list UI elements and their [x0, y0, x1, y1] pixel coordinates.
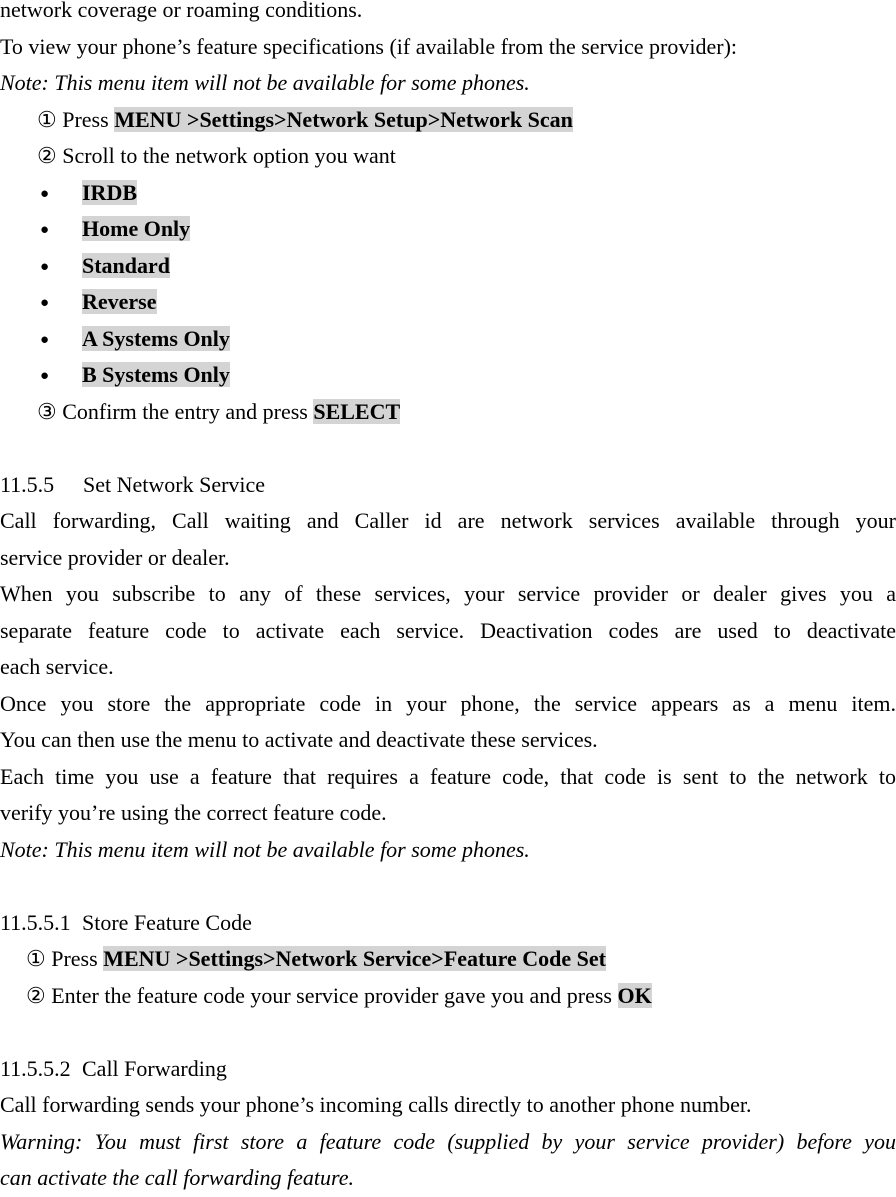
- scan-step-1: [0, 102, 896, 139]
- option-item: [0, 321, 896, 358]
- step-marker: ②: [26, 982, 46, 1008]
- view-specs-line: To view your phone’s feature specifications (if available from the service provider):: [0, 33, 738, 59]
- spacer: [0, 868, 896, 905]
- step-text: Confirm the entry and press: [62, 398, 314, 424]
- bullet-icon: ●: [40, 295, 50, 311]
- step-marker: ③: [37, 398, 57, 424]
- section-title: Call Forwarding: [82, 1055, 227, 1081]
- option-label: IRDB: [82, 179, 138, 205]
- paragraph-line: Call forwarding sends your phone’s incoming calls directly to another phone number.: [0, 1092, 752, 1117]
- step-marker: ①: [26, 946, 46, 971]
- store-step-2: [0, 978, 896, 1015]
- paragraph-line: separate feature code to activate each service. Deactivation codes are used to deactivate: [0, 617, 896, 643]
- option-label: B Systems Only: [82, 362, 230, 387]
- section-number: 11.5.5.2: [0, 1055, 71, 1081]
- note-line: Note: This menu item will not be available for some phones.: [0, 70, 530, 95]
- bullet-icon: ●: [40, 258, 50, 275]
- section-title: Set Network Service: [83, 471, 266, 497]
- scan-step-2: [0, 138, 896, 175]
- warning-line: can activate the call forwarding feature.: [0, 1165, 354, 1190]
- section-number: 11.5.5.1: [0, 909, 71, 935]
- option-item: [0, 284, 896, 321]
- section-heading: [0, 467, 896, 504]
- section-heading: [0, 905, 896, 942]
- paragraph-line: When you subscribe to any of these services, your service provider or dealer gives you a: [0, 581, 896, 606]
- option-item: [0, 175, 896, 212]
- note-line: Note: This menu item will not be available for some phones.: [0, 836, 530, 862]
- step-text: Press: [62, 106, 115, 132]
- step-marker: ②: [37, 143, 57, 168]
- paragraph-line: You can then use the menu to activate and deactivate these services.: [0, 727, 598, 752]
- paragraph-line: Call forwarding, Call waiting and Caller id are network services available through your: [0, 508, 896, 533]
- option-item: [0, 248, 896, 285]
- scan-step-3: [0, 394, 896, 431]
- paragraph-line: Once you store the appropriate code in your phone, the service appears as a menu item.: [0, 690, 896, 716]
- bullet-icon: ●: [40, 368, 50, 384]
- paragraph-line: Each time you use a feature that requires a feature code, that code is sent to the network to: [0, 763, 896, 789]
- intro-line: network coverage or roaming conditions.: [0, 0, 363, 22]
- option-item: [0, 357, 896, 394]
- step-marker: ①: [37, 106, 57, 132]
- key-label: SELECT: [313, 398, 401, 424]
- bullet-icon: ●: [40, 185, 50, 202]
- section-number: 11.5.5: [0, 471, 55, 497]
- step-text: Enter the feature code your service provider gave you and press: [51, 982, 618, 1008]
- option-label: Standard: [82, 252, 171, 278]
- option-label: Home Only: [82, 216, 191, 241]
- step-text: Scroll to the network option you want: [62, 143, 396, 168]
- paragraph-line: each service.: [0, 654, 114, 679]
- menu-path: MENU >Settings>Network Service>Feature Code Set: [103, 946, 606, 971]
- option-label: A Systems Only: [82, 325, 230, 351]
- store-step-1: [0, 941, 896, 978]
- warning-line: Warning: You must first store a feature code (supplied by your service provider) before you: [0, 1128, 896, 1154]
- option-label: Reverse: [82, 289, 157, 314]
- spacer: [0, 1014, 896, 1051]
- key-label: OK: [617, 982, 652, 1008]
- paragraph-line: service provider or dealer.: [0, 544, 230, 570]
- menu-path: MENU >Settings>Network Setup>Network Scan: [114, 106, 573, 132]
- spacer: [0, 430, 896, 467]
- paragraph-line: verify you’re using the correct feature code.: [0, 800, 387, 825]
- bullet-icon: ●: [40, 222, 50, 238]
- option-item: [0, 211, 896, 248]
- section-heading: [0, 1051, 896, 1088]
- step-text: Press: [51, 946, 104, 971]
- section-title: Store Feature Code: [82, 909, 252, 935]
- bullet-icon: ●: [40, 331, 50, 348]
